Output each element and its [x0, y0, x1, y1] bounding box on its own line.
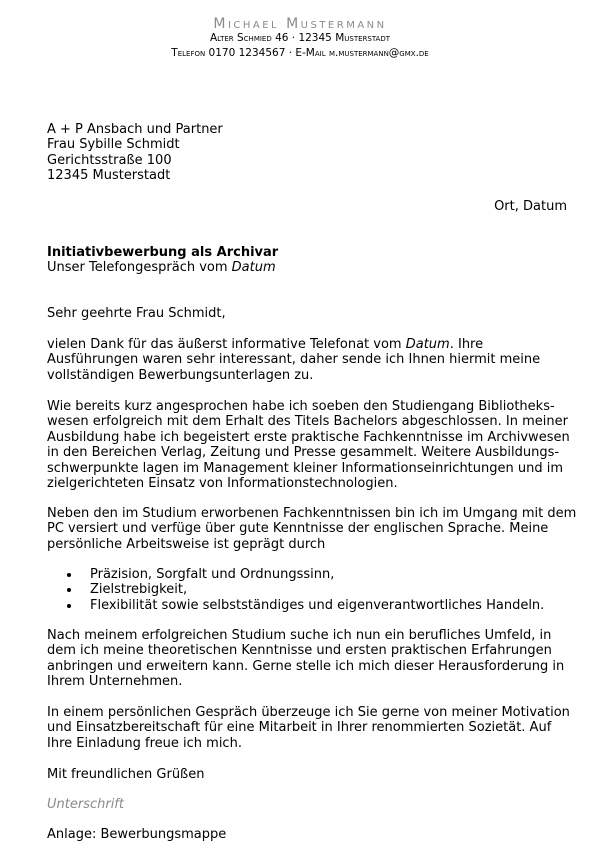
letterhead-contact: Telefon 0170 1234567 · E-Mail m.mustermann@gmx.de	[171, 47, 429, 59]
qualities-list	[67, 567, 544, 613]
paragraph-text: . Ihre	[449, 337, 484, 352]
letterhead-name: Michael Mustermann	[213, 16, 387, 32]
list-item-text: Präzision, Sorgfalt und Ordnungssinn,	[90, 567, 335, 582]
paragraph-goal	[47, 628, 567, 690]
place-date: Ort, Datum	[494, 199, 567, 214]
paragraph-skills	[47, 506, 577, 552]
salutation: Sehr geehrte Frau Schmidt,	[47, 306, 226, 321]
paragraph-line: anbringen und erweitern kann. Gerne stelle ich mich dieser Herausforderung in	[47, 658, 565, 674]
paragraph-line: Neben den im Studium erworbenen Fachkenntnissen bin ich im Umgang mit dem	[47, 506, 577, 521]
paragraph-line: Ausbildung habe ich begeistert erste praktische Fachkenntnisse im Archivwesen	[47, 429, 570, 445]
bullet-icon	[67, 604, 71, 608]
paragraph-line: schwerpunkte lagen im Management kleiner Informationseinrichtungen und im	[47, 460, 564, 476]
paragraph-line: und Einsatzbereitschaft für eine Mitarbeit in Ihrer renommierten Sozietät. Auf	[47, 720, 552, 736]
subject-reference	[47, 260, 567, 275]
recipient-address	[47, 122, 567, 184]
paragraph-line: persönliche Arbeitsweise ist geprägt durch	[47, 536, 326, 552]
recipient-street: Gerichtsstraße 100	[47, 152, 172, 168]
list-item	[67, 598, 544, 613]
letterhead-address: Alter Schmied 46 · 12345 Musterstadt	[209, 32, 391, 44]
paragraph-text: vielen Dank für das äußerst informative Telefonat vom	[47, 337, 406, 352]
recipient-person: Frau Sybille Schmidt	[47, 137, 180, 153]
paragraph-line: vollständigen Bewerbungsunterlagen zu.	[47, 367, 314, 383]
paragraph-line: Nach meinem erfolgreichen Studium suche ich nun ein berufliches Umfeld, in	[47, 628, 552, 643]
paragraph-line: dem ich meine theoretischen Kenntnisse und ersten praktischen Erfahrungen	[47, 643, 552, 659]
paragraph-line: in den Bereichen Verlag, Zeitung und Presse gesammelt. Weitere Ausbildungs-	[47, 445, 560, 461]
subject-reference-date: Datum	[231, 260, 276, 276]
paragraph-line	[47, 337, 567, 352]
paragraph-line: In einem persönlichen Gespräch überzeuge ich Sie gerne von meiner Motivation	[47, 705, 570, 720]
recipient-company: A + P Ansbach und Partner	[47, 122, 223, 137]
paragraph-line: Ihre Einladung freue ich mich.	[47, 735, 242, 751]
list-item	[67, 582, 544, 597]
call-date: Datum	[405, 337, 450, 352]
paragraph-line: PC versiert und verfüge über gute Kenntnisse der englischen Sprache. Meine	[47, 521, 549, 537]
paragraph-line: wesen erfolgreich mit dem Erhalt des Titels Bachelors abgeschlossen. In meiner	[47, 414, 568, 430]
paragraph-invitation	[47, 705, 570, 751]
paragraph-line: Wie bereits kurz angesprochen habe ich soeben den Studiengang Bibliotheks-	[47, 399, 555, 414]
subject-title: Initiativbewerbung als Archivar	[47, 245, 279, 260]
paragraph-line: zielgerichteten Einsatz von Informationstechnologien.	[47, 476, 398, 492]
list-item-text: Flexibilität sowie selbstständiges und eigenverantwortliches Handeln.	[90, 597, 545, 613]
list-item-text: Zielstrebigkeit,	[90, 582, 188, 598]
bullet-icon	[67, 588, 71, 592]
closing: Mit freundlichen Grüßen	[47, 767, 205, 782]
attachment-note: Anlage: Bewerbungsmappe	[47, 827, 227, 842]
paragraph-line: Ausführungen waren sehr interessant, daher sende ich Ihnen hiermit meine	[47, 352, 541, 368]
list-item	[67, 567, 544, 582]
bullet-icon	[67, 573, 71, 577]
paragraph-intro	[47, 337, 567, 383]
recipient-city: 12345 Musterstadt	[47, 168, 171, 184]
signature-placeholder: Unterschrift	[47, 797, 124, 812]
subject-block	[47, 245, 567, 276]
paragraph-line: Ihrem Unternehmen.	[47, 674, 183, 690]
paragraph-education	[47, 399, 570, 492]
subject-reference-text: Unser Telefongespräch vom	[47, 260, 232, 276]
